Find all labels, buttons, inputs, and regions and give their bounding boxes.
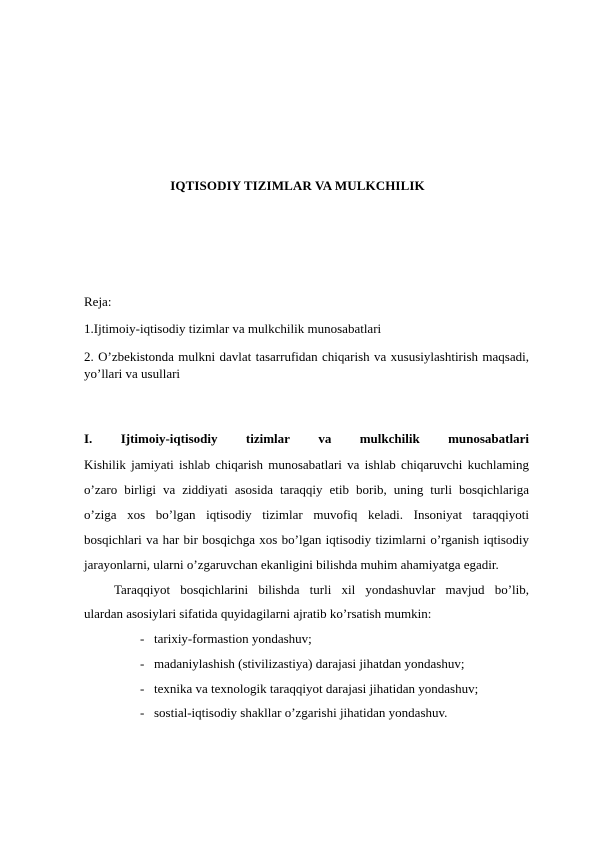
list-item xyxy=(140,631,312,647)
list-item-text: sostial-iqtisodiy shakllar o’zgarishi jihatidan yondashuv. xyxy=(154,705,448,720)
list-item-text: tarixiy-formastion yondashuv; xyxy=(154,631,312,646)
paragraph-2-line-2: ulardan asosiylari sifatida quyidagilarni ajratib ko’rsatish mumkin: xyxy=(84,606,432,621)
bullet-marker: - xyxy=(140,656,145,671)
list-item xyxy=(140,705,447,721)
paragraph-1-line: bosqichlari va har bir bosqichga xos bo’lgan iqtisodiy tizimlarni o’rganish iqtisodiy xyxy=(84,532,529,547)
paragraph-1-line: Kishilik jamiyati ishlab chiqarish munosabatlari va ishlab chiqaruvchi kuchlaming xyxy=(84,457,529,472)
document-title: IQTISODIY TIZIMLAR VA MULKCHILIK xyxy=(170,178,425,193)
heading-word: munosabatlari xyxy=(448,431,529,446)
plan-item-2-line-2: yo’llari va usullari xyxy=(84,366,181,381)
paragraph-2-line-1: Taraqqiyot bosqichlarini bilishda turli xil yondashuvlar mavjud bo’lib, xyxy=(114,582,529,597)
heading-word: va xyxy=(318,431,332,446)
plan-item-1: 1.Ijtimoiy-iqtisodiy tizimlar va mulkchilik munosabatlari xyxy=(84,321,382,336)
list-item xyxy=(140,681,478,697)
bullet-marker: - xyxy=(140,681,145,696)
paragraph-1-line: jarayonlarni, ularni o’zgaruvchan ekanligini bilishda muhim ahamiyatga egadir. xyxy=(84,557,499,572)
heading-word: Ijtimoiy-iqtisodiy xyxy=(120,431,218,446)
list-item-text: madaniylashish (stivilizastiya) darajasi jihatdan yondashuv; xyxy=(154,656,465,671)
heading-word: mulkchilik xyxy=(359,431,420,446)
heading-word: I. xyxy=(84,431,93,446)
list-item-text: texnika va texnologik taraqqiyot darajasi jihatidan yondashuv; xyxy=(154,681,479,696)
bullet-marker: - xyxy=(140,631,145,646)
plan-label: Reja: xyxy=(84,294,112,309)
section-heading xyxy=(84,431,529,447)
list-item xyxy=(140,656,464,672)
paragraph-1-line: o’ziga xos bo’lgan iqtisodiy tizimlar muvofiq keladi. Insoniyat taraqqiyoti xyxy=(84,507,529,522)
paragraph-1-line: o’zaro birligi va ziddiyati asosida taraqqiy etib borib, uning turli bosqichlariga xyxy=(84,482,529,497)
heading-word: tizimlar xyxy=(245,431,290,446)
plan-item-2-line-1: 2. O’zbekistonda mulkni davlat tasarrufidan chiqarish va xususiylashtirish maqsadi, xyxy=(84,349,529,364)
bullet-marker: - xyxy=(140,705,145,720)
